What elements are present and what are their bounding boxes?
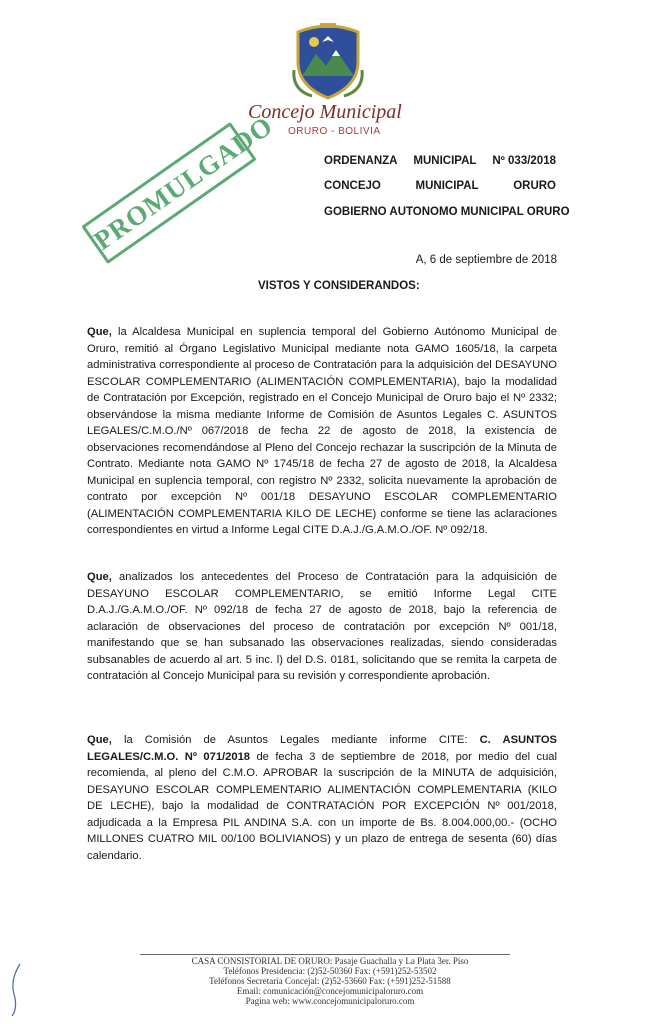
institution-location: ORURO - BOLIVIA (288, 126, 381, 137)
footer-phone-secretary: Teléfonos Secretaría Concejal: (2)52-53660 Fax: (+591)252-51588 (209, 976, 451, 986)
government-line (324, 206, 570, 218)
footer-website: Pagina web: www.concejomunicipaloruro.com (245, 996, 415, 1006)
footer-divider (140, 954, 510, 955)
handwritten-margin-mark (6, 960, 26, 1020)
footer-phone-presidency: Teléfonos Presidencia: (2)52-50360 Fax: (+591)252-53502 (223, 966, 437, 976)
institution-name: Concejo Municipal (248, 101, 402, 123)
council-line (324, 180, 556, 192)
footer-address: CASA CONSISTORIAL DE ORURO: Pasaje Guachalla y La Plata 3er. Piso (191, 956, 469, 966)
coat-of-arms-logo (292, 20, 364, 100)
paragraph-text: analizados los antecedentes del Proceso de Contratación para la adquisición de DESAYUNO ESCOLAR COMPLEMENTARIO, se emitió Informe Legal CITE D.A.J./G.A.M.O./OF. Nº 092/18 de fecha 27 de agosto de 2018, bajo la referencia de aclaración de observaciones del proceso de contratación por excepción Nº 001/18, manifestando que se han subsanado las observaciones realizadas, siendo consideradas subsanables de acuerdo al art. 5 inc. l) del D.S. 0181, solicitando que se remita la carpeta de contratación al Concejo Municipal para su revisión y correspondiente aprobación. (87, 571, 557, 682)
paragraph-lead: Que, (87, 734, 112, 746)
ordinance-number-line (324, 155, 556, 167)
document-date: A, 6 de septiembre de 2018 (415, 254, 557, 266)
ordinance-word: ORDENANZA (324, 155, 398, 167)
government-name: GOBIERNO AUTONOMO MUNICIPAL ORURO (324, 206, 570, 218)
footer-email: Email: comunicación@concejomunicipaloruro.com (236, 986, 424, 996)
paragraph-text: la Comisión de Asuntos Legales mediante informe CITE: (111, 734, 480, 746)
paragraph-lead: Que, (87, 326, 112, 338)
council-municipal-word: MUNICIPAL (415, 180, 479, 192)
paragraph-text: la Alcaldesa Municipal en suplencia temporal del Gobierno Autónomo Municipal de Oruro, remitió al Órgano Legislativo Municipal mediante nota GAMO 1605/18, la carpeta administrativa correspondiente al proceso de Contratación para la adquisición del DESAYUNO ESCOLAR COMPLEMENTARIO (ALIMENTACIÓN COMPLEMENTARIA), bajo la modalidad de Contratación por Excepción, registrado en el Concejo Municipal de Oruro bajo el Nº 2332; observándose la misma mediante Informe de Comisión de Asuntos Legales C. ASUNTOS LEGALES/C.M.O./Nº 067/2018 de fecha 22 de agosto de 2018, la existencia de observaciones recomendándose al Pleno del Concejo rechazar la suscripción de la Minuta de Contrato. Mediante nota GAMO Nº 1745/18 de fecha 27 de agosto de 2018, la Alcaldesa Municipal en suplencia temporal, con registro Nº 2332, solicita nuevamente la aprobación de contrato por excepción Nº 001/18 DESAYUNO ESCOLAR COMPLEMENTARIO (ALIMENTACIÓN COMPLEMENTARIA KILO DE LECHE) conforme se tiene las aclaraciones correspondientes en virtud a Informe Legal CITE D.A.J./G.A.M.O./OF. Nº 092/18. (87, 326, 557, 536)
paragraph-lead: Que, (87, 571, 112, 583)
promulgated-stamp: PROMULGADO (81, 122, 256, 264)
report-reference: C. ASUNTOS LEGALES/C.M.O. Nº 071/2018 (87, 734, 557, 763)
footer-contact (120, 956, 540, 1006)
considering-paragraph-2 (87, 569, 557, 685)
council-word: CONCEJO (324, 180, 381, 192)
considering-paragraph-1 (87, 324, 557, 539)
paragraph-text-continued: de fecha 3 de septiembre de 2018, por medio del cual recomienda, al pleno del C.M.O. APROBAR la suscripción de la MINUTA de adquisición, DESAYUNO ESCOLAR COMPLEMENTARIO ALIMENTACIÓN COMPLEMENTARIA (KILO DE LECHE), bajo la modalidad de CONTRATACIÓN POR EXCEPCIÓN Nº 001/2018, adjudicada a la Empresa PIL ANDINA S.A. con un importe de Bs. 8.004.000,00.- (OCHO MILLONES CUATRO MIL 00/100 BOLIVIANOS) y un plazo de entrega de sesenta (60) días calendario. (87, 750, 558, 862)
municipal-word: MUNICIPAL (413, 155, 477, 167)
section-heading: VISTOS Y CONSIDERANDOS: (258, 280, 420, 292)
ordinance-number: Nº 033/2018 (492, 155, 556, 167)
council-city: ORURO (513, 180, 556, 192)
considering-paragraph-3 (87, 732, 557, 864)
